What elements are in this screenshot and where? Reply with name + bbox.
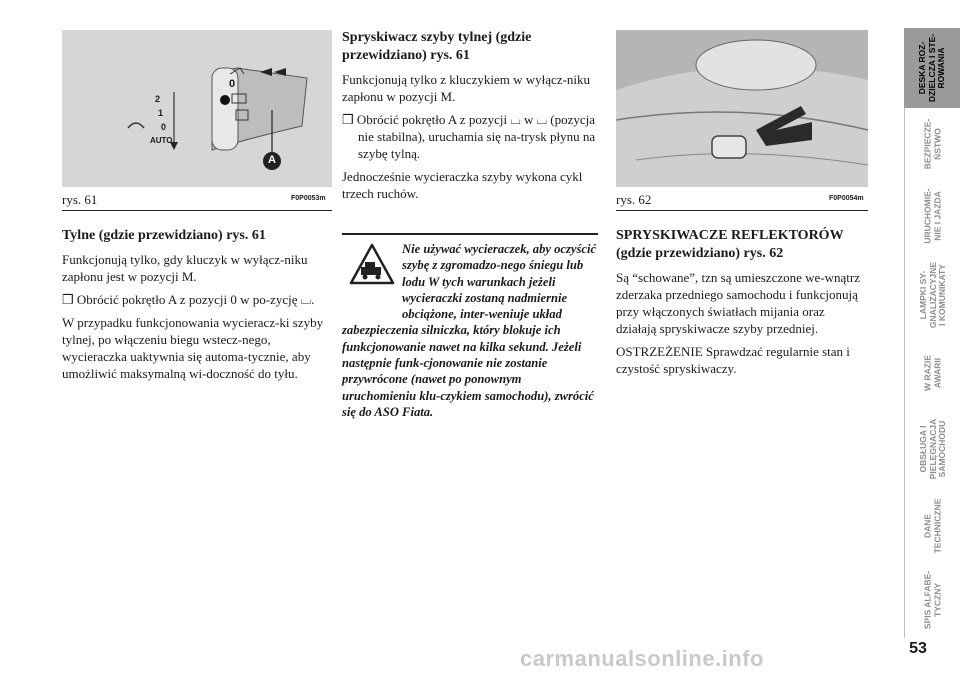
- rear-washer-heading: Spryskiwacz szyby tylnej (gdzie przewidziano) rys. 61: [342, 30, 532, 63]
- position-label-2: 2: [155, 94, 161, 104]
- bumper-illustration: [616, 30, 868, 187]
- warning-text: Nie używać wycieraczek, aby oczyścić szybę z zgromadzo-nego śniegu lub lodu W tych warunkach jeżeli wycieraczki zostaną nadmiernie obciążone, inter-weniuje układ zabezpieczenia silniczka, który blokuje ich funkcjonowanie nawet na kilka sekund. Jeżeli następnie funk-cjonowanie nie zostanie przywrócone (nawet po ponownym uruchomieniu klu-czykiem samochodu), zwrócić się do ASO Fiata.: [342, 242, 597, 419]
- chapter-tabs: [904, 0, 960, 677]
- column-2: [342, 29, 598, 208]
- headlamp-washer-heading: SPRYSKIWACZE REFLEKTORÓW (gdzie przewidziano) rys. 62: [616, 228, 844, 261]
- rear-wiper-para-1: Funkcjonują tylko, gdy kluczyk w wyłącz-niku zapłonu jest w pozycji M.: [62, 252, 308, 284]
- headlamp-washer-para-2: OSTRZEŻENIE Sprawdzać regularnie stan i czystość spryskiwaczy.: [616, 344, 850, 376]
- figure-61-code: F0P0053m: [291, 195, 326, 202]
- figure-62-rule: [616, 210, 868, 211]
- rear-washer-bullet-1: ❒ Obrócić pokrętło A z pozycji ⌴ w ⌴ (pozycja nie stabilna), uruchamia się na-trysk płynu na szybę tylną.: [342, 112, 596, 161]
- rear-wiper-para-2: W przypadku funkcjonowania wycieracz-ki szyby tylnej, po włączeniu biegu wstecz-nego, wycieraczka uaktywnia się automa-tycznie, aby umożliwić maksymalną wi-doczność do tyłu.: [62, 315, 324, 381]
- page-number: 53: [909, 640, 927, 657]
- rear-wiper-heading: Tylne (gdzie przewidziano) rys. 61: [62, 228, 266, 243]
- position-label-auto: AUTO: [150, 136, 173, 145]
- watermark: carmanualsonline.info: [520, 646, 764, 671]
- tab-w-razie-awarii[interactable]: W RAZIE AWARII: [904, 338, 960, 408]
- figure-62-code: F0P0054m: [829, 195, 864, 202]
- position-label-0: 0: [161, 122, 167, 132]
- figure-61-rule: [62, 210, 332, 211]
- marker-a: A: [268, 154, 276, 166]
- rear-washer-para-2: Jednocześnie wycieraczka szyby wykona cykl trzech ruchów.: [342, 169, 583, 201]
- figure-61: [62, 30, 332, 187]
- rear-wiper-bullet-1: ❒ Obrócić pokrętło A z pozycji 0 w po-zycję ⌴.: [62, 292, 315, 307]
- warning-top-rule: [342, 233, 598, 235]
- stalk-illustration: [62, 30, 332, 187]
- tab-spis-alfabetyczny[interactable]: SPIS ALFABE- TYCZNY: [904, 562, 960, 638]
- figure-61-caption: rys. 61: [62, 192, 98, 207]
- position-label-1: 1: [158, 108, 164, 118]
- figure-62: [616, 30, 868, 187]
- tab-deska-rozdzielcza[interactable]: DESKA ROZ- DZIELCZA I STE- ROWANIA: [904, 28, 960, 108]
- tab-lampki[interactable]: LAMPKI SY- GNALIZACYJNE I KOMUNIKATY: [904, 252, 960, 338]
- tab-dane-techniczne[interactable]: DANE TECHNICZNE: [904, 490, 960, 562]
- warning-box: [342, 241, 598, 420]
- tab-obsluga[interactable]: OBSŁUGA I PIELĘGNACJA SAMOCHODU: [904, 408, 960, 490]
- column-3: [616, 227, 868, 383]
- rear-washer-para-1: Funkcjonują tylko z kluczykiem w wyłącz-niku zapłonu w pozycji M.: [342, 72, 591, 104]
- tab-uruchomienie[interactable]: URUCHOMIE- NIE I JAZDA: [904, 180, 960, 252]
- tab-bezpieczenstwo[interactable]: BEZPIECZE- ŃSTWO: [904, 108, 960, 180]
- headlamp-washer-para-1: Są “schowane”, tzn są umieszczone we-wnątrz zderzaka przedniego samochodu i funkcjonują przy włączonych światłach mijania oraz działają spryskiwacze szyby przedniej.: [616, 270, 860, 336]
- figure-62-caption: rys. 62: [616, 192, 652, 207]
- top-zero-label: 0: [229, 78, 236, 90]
- column-1: [62, 227, 328, 388]
